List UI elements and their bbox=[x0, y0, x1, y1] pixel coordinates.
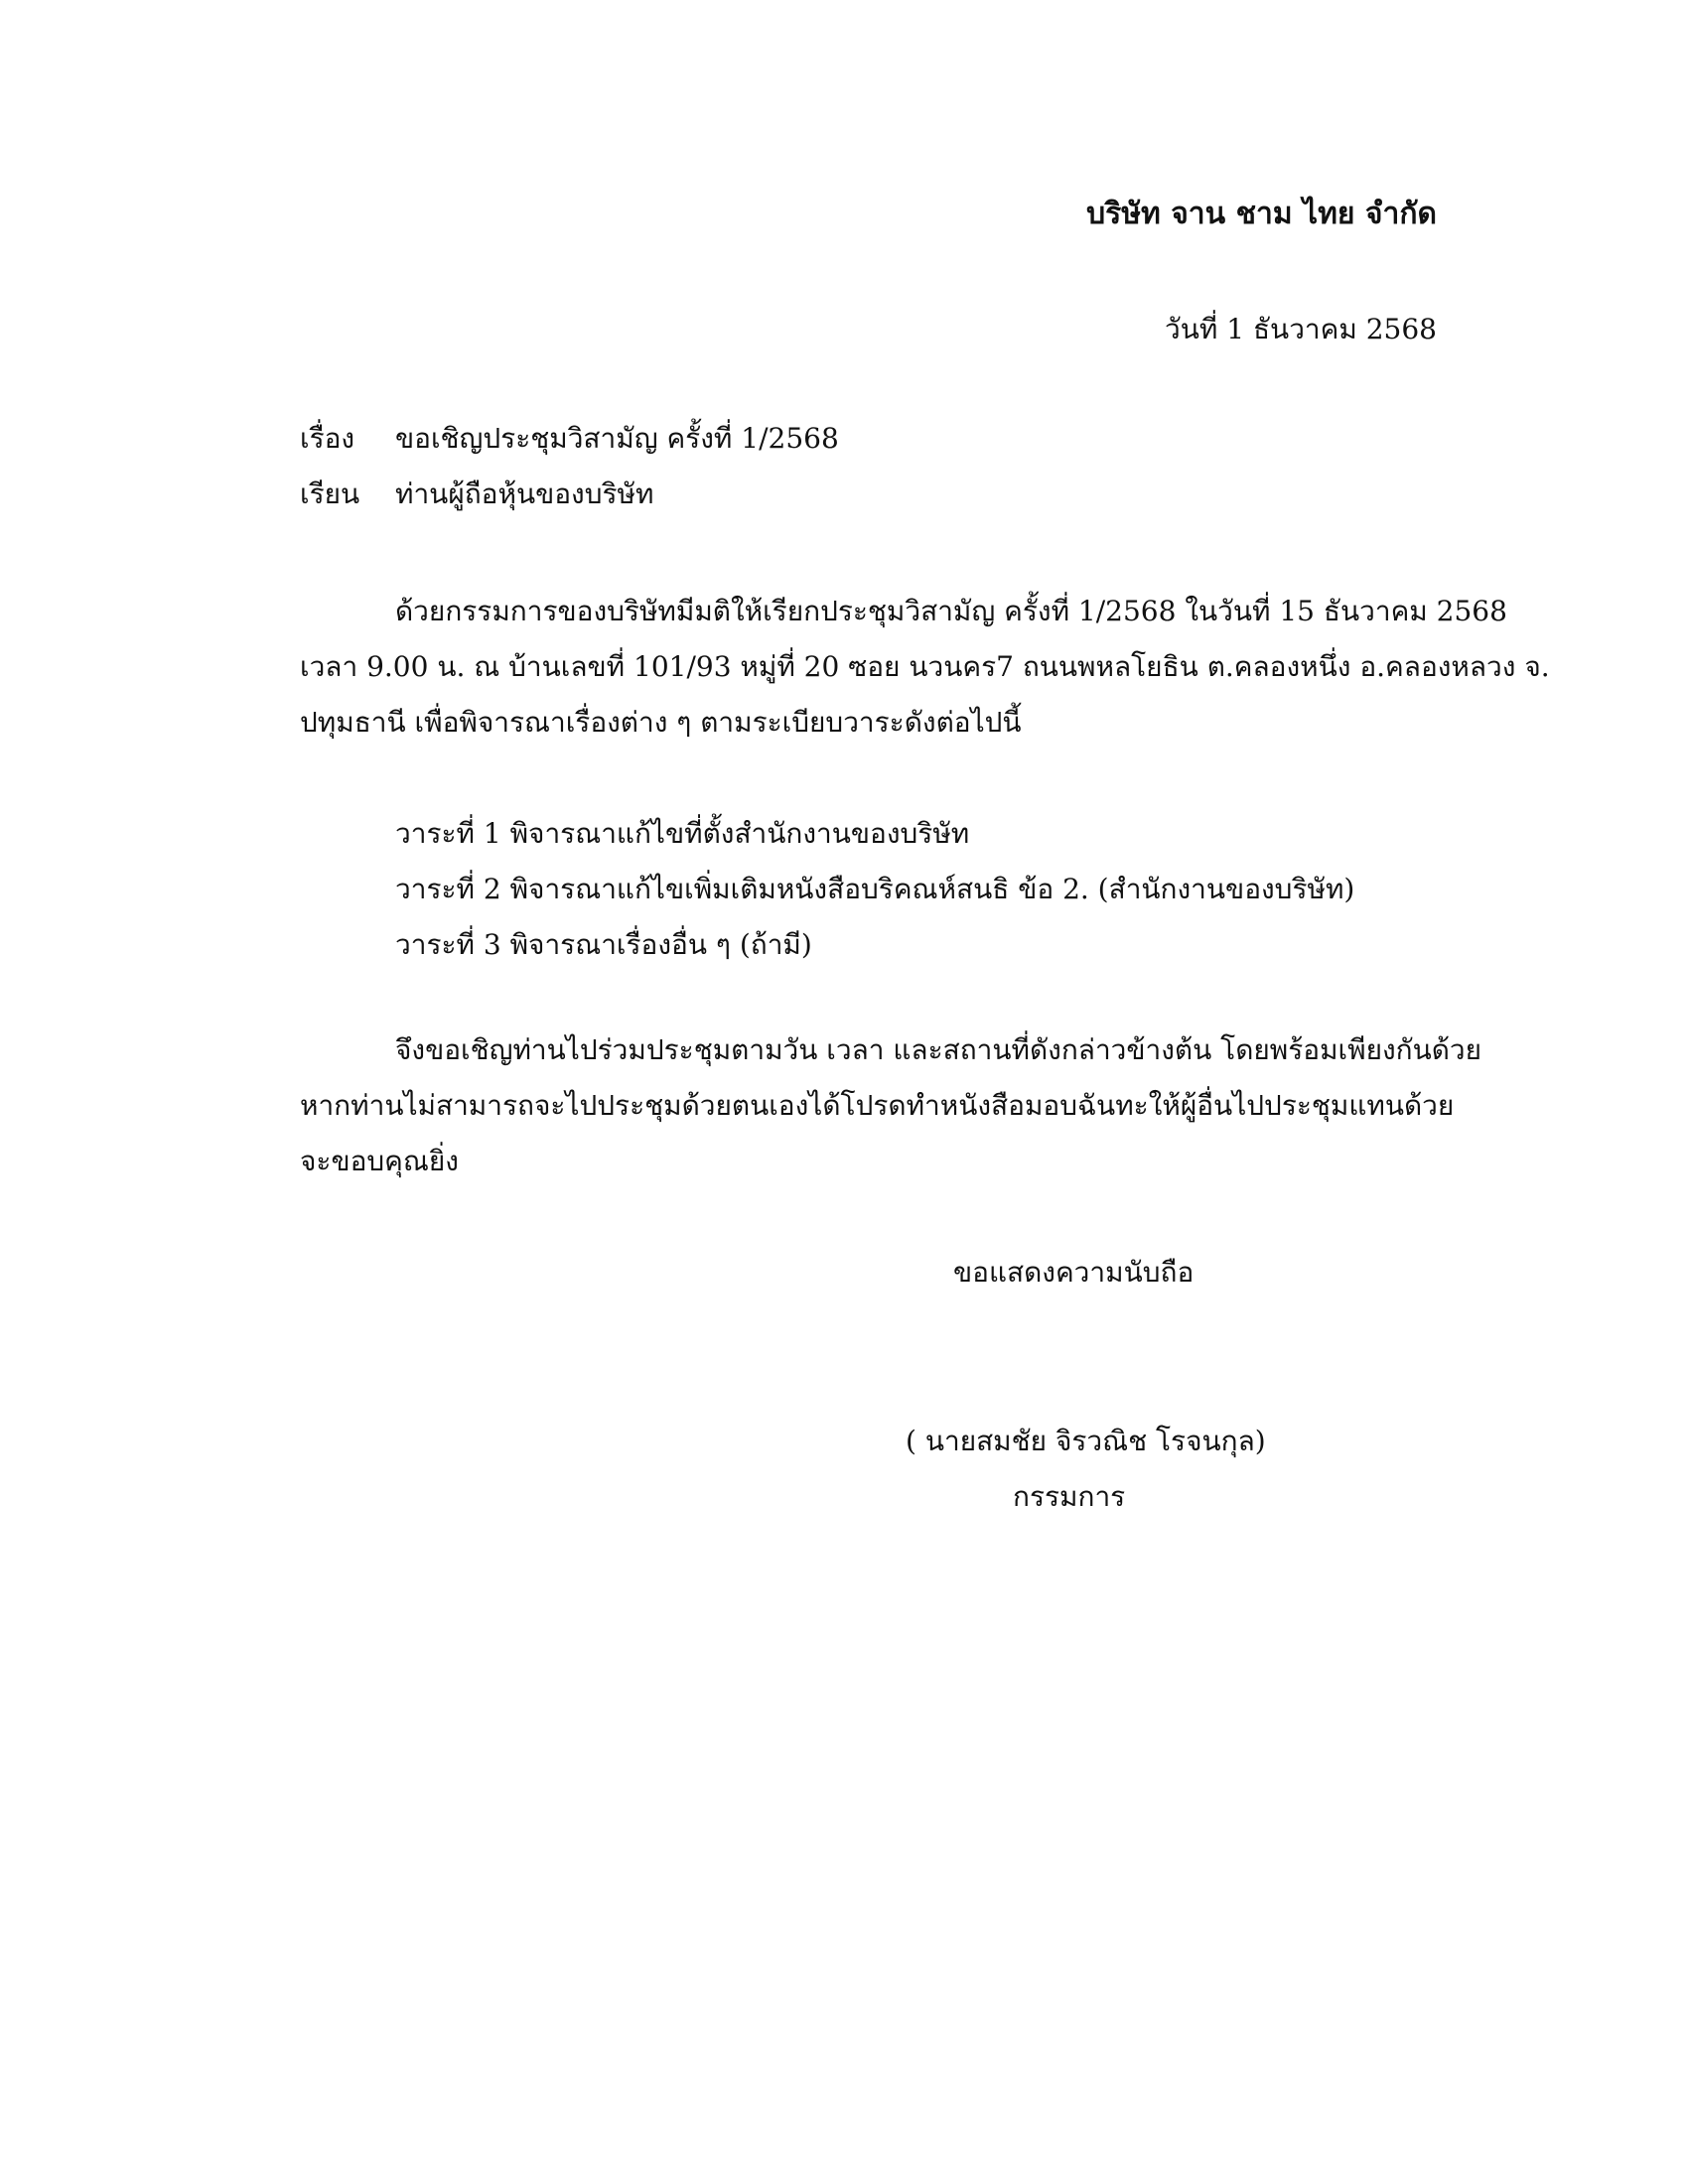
recipient-label: เรียน bbox=[300, 478, 360, 510]
letter-date: วันที่ 1 ธันวาคม 2568 bbox=[1165, 313, 1437, 345]
company-name: บริษัท จาน ชาม ไทย จำกัด bbox=[1086, 197, 1437, 231]
signer-position: กรรมการ bbox=[1013, 1480, 1126, 1513]
closing-phrase: ขอแสดงความนับถือ bbox=[953, 1256, 1195, 1289]
agenda-item: วาระที่ 1 พิจารณาแก้ไขที่ตั้งสำนักงานของบริษัท bbox=[395, 817, 970, 850]
paragraph-line: จึงขอเชิญท่านไปร่วมประชุมตามวัน เวลา และสถานที่ดังกล่าวข้างต้น โดยพร้อมเพียงกันด้วย bbox=[395, 1033, 1482, 1066]
agenda-item: วาระที่ 3 พิจารณาเรื่องอื่น ๆ (ถ้ามี) bbox=[395, 928, 812, 961]
meeting-paragraph bbox=[300, 584, 1550, 751]
paragraph-line: เวลา 9.00 น. ณ บ้านเลขที่ 101/93 หมู่ที่ 20 ซอย นวนคร7 ถนนพหลโยธิน ต.คลองหนึ่ง อ.คลองหลวง จ. bbox=[300, 650, 1550, 683]
paragraph-line: ปทุมธานี เพื่อพิจารณาเรื่องต่าง ๆ ตามระเบียบวาระดังต่อไปนี้ bbox=[300, 706, 1022, 739]
paragraph-line: จะขอบคุณยิ่ง bbox=[300, 1145, 459, 1177]
agenda-list bbox=[395, 806, 1354, 973]
paragraph-line: หากท่านไม่สามารถจะไปประชุมด้วยตนเองได้โปรดทำหนังสือมอบฉันทะให้ผู้อื่นไปประชุมแทนด้วย bbox=[300, 1089, 1455, 1122]
agenda-item: วาระที่ 2 พิจารณาแก้ไขเพิ่มเติมหนังสือบริคณห์สนธิ ข้อ 2. (สำนักงานของบริษัท) bbox=[395, 873, 1355, 905]
paragraph-line: ด้วยกรรมการของบริษัทมีมติให้เรียกประชุมวิสามัญ ครั้งที่ 1/2568 ในวันที่ 15 ธันวาคม 2568 bbox=[395, 595, 1507, 627]
subject-label: เรื่อง bbox=[300, 422, 355, 455]
subject-text: ขอเชิญประชุมวิสามัญ ครั้งที่ 1/2568 bbox=[395, 422, 839, 455]
signer-name: ( นายสมชัย จิรวณิช โรจนกุล) bbox=[906, 1425, 1266, 1457]
invitation-paragraph bbox=[300, 1023, 1482, 1189]
recipient-text: ท่านผู้ถือหุ้นของบริษัท bbox=[395, 478, 654, 510]
